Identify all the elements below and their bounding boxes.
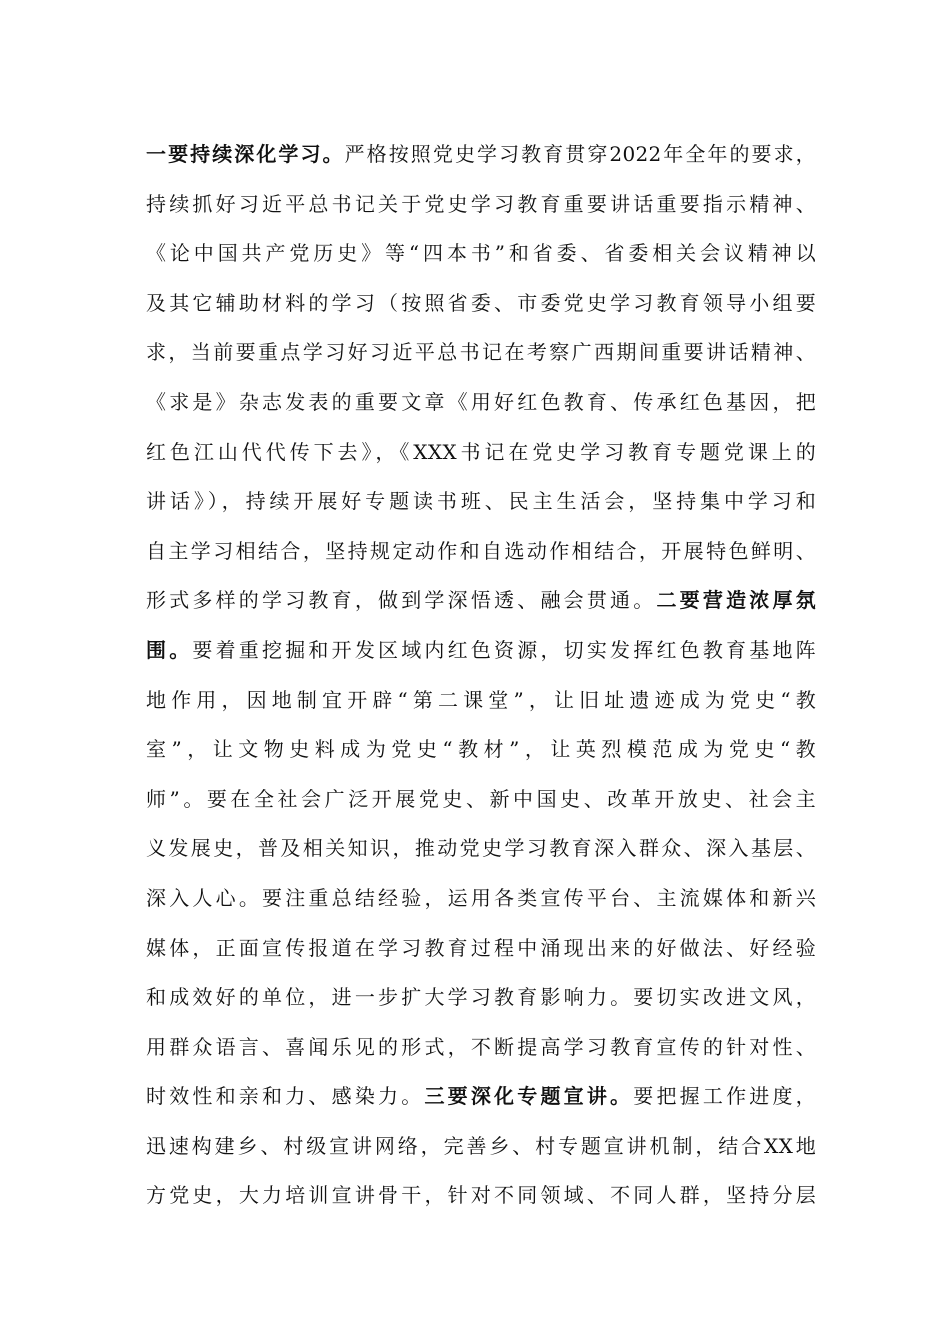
text-segment: 求，当前要重点学习好习近平总书记在考察广西期间重要讲话精神、 — [146, 340, 816, 365]
text-segment: 师”。要在全社会广泛开展党史、新中国史、改革开放史、社会主 — [146, 786, 816, 811]
text-line — [146, 180, 816, 230]
text-line — [146, 725, 816, 775]
text-line — [146, 973, 816, 1023]
text-line — [146, 775, 816, 825]
text-line — [146, 824, 816, 874]
text-segment: 时效性和亲和力、感染力。 — [146, 1084, 425, 1109]
text-segment: 形式多样的学习教育，做到学深悟透、融会贯通。 — [146, 588, 657, 613]
text-segment: 室”，让文物史料成为党史“教材”，让英烈模范成为党史“教 — [146, 737, 816, 762]
text-segment: 地作用，因地制宜开辟“第二课堂”，让旧址遗迹成为党史“教 — [146, 687, 816, 712]
body-text — [146, 130, 816, 1221]
text-line — [146, 1023, 816, 1073]
text-segment: 红色江山代代传下去》，《XXX书记在党史学习教育专题党课上的 — [146, 439, 816, 464]
text-line — [146, 527, 816, 577]
text-segment: 《论中国共产党历史》等“四本书”和省委、省委相关会议精神以 — [146, 241, 816, 266]
text-segment: 持续抓好习近平总书记关于党史学习教育重要讲话重要指示精神、 — [146, 191, 816, 216]
text-segment: 深入人心。要注重总结经验，运用各类宣传平台、主流媒体和新兴 — [146, 885, 816, 910]
text-line — [146, 576, 816, 626]
text-line — [146, 676, 816, 726]
text-line — [146, 428, 816, 478]
text-segment: 要把握工作进度， — [633, 1084, 816, 1109]
bold-heading-segment: 三要深化专题宣讲。 — [424, 1084, 634, 1109]
text-line — [146, 229, 816, 279]
text-line — [146, 1072, 816, 1122]
text-segment: 媒体，正面宣传报道在学习教育过程中涌现出来的好做法、好经验 — [146, 935, 816, 960]
text-segment: 严格按照党史学习教育贯穿2022年全年的要求， — [344, 142, 816, 166]
text-line — [146, 626, 816, 676]
text-segment: 及其它辅助材料的学习（按照省委、市委党史学习教育领导小组要 — [146, 290, 816, 315]
text-segment: 《求是》杂志发表的重要文章《用好红色教育、传承红色基因，把 — [146, 389, 816, 414]
text-line — [146, 328, 816, 378]
text-line — [146, 924, 816, 974]
text-segment: 和成效好的单位，进一步扩大学习教育影响力。要切实改进文风， — [146, 985, 816, 1010]
text-line — [146, 1122, 816, 1172]
text-line — [146, 477, 816, 527]
text-line — [146, 130, 816, 180]
text-segment: 迅速构建乡、村级宣讲网络，完善乡、村专题宣讲机制，结合XX地 — [146, 1133, 816, 1158]
text-line — [146, 874, 816, 924]
text-segment: 义发展史，普及相关知识，推动党史学习教育深入群众、深入基层、 — [146, 836, 816, 861]
bold-heading-segment: 一要持续深化学习。 — [146, 142, 345, 166]
text-segment: 要着重挖掘和开发区域内红色资源，切实发挥红色教育基地阵 — [192, 637, 816, 662]
text-segment: 自主学习相结合，坚持规定动作和自选动作相结合，开展特色鲜明、 — [146, 538, 816, 563]
text-line — [146, 279, 816, 329]
text-segment: 用群众语言、喜闻乐见的形式，不断提高学习教育宣传的针对性、 — [146, 1034, 816, 1059]
text-line — [146, 378, 816, 428]
text-line — [146, 1171, 816, 1221]
bold-heading-segment: 围。 — [146, 637, 193, 662]
bold-heading-segment: 二要营造浓厚氛 — [656, 588, 816, 613]
text-segment: 讲话》），持续开展好专题读书班、民主生活会，坚持集中学习和 — [146, 489, 816, 514]
text-segment: 方党史，大力培训宣讲骨干，针对不同领域、不同人群，坚持分层 — [146, 1183, 816, 1208]
